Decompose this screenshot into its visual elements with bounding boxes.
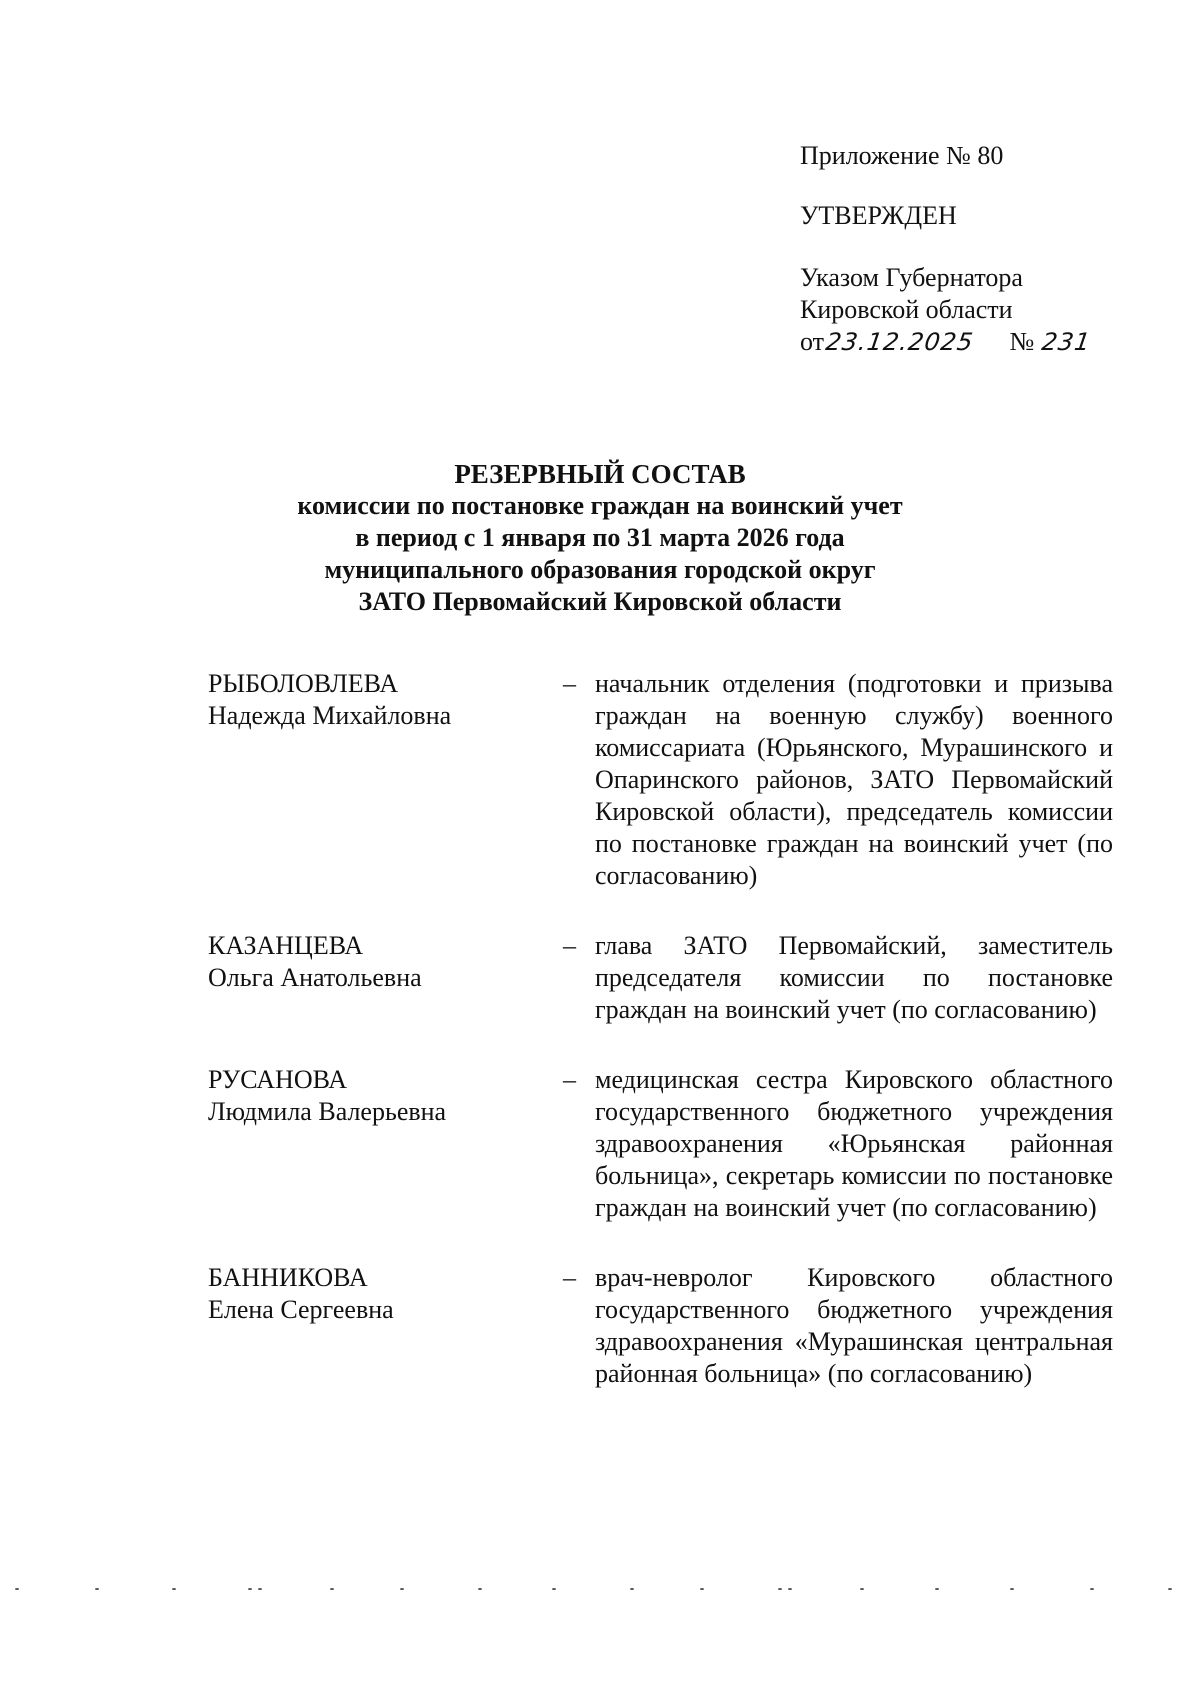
member-role: глава ЗАТО Первомайский, заместитель председателя комиссии по постановке граждан на воинский учет (по согласованию) (595, 931, 1113, 1024)
member-given-name: Людмила Валерьевна (208, 1097, 447, 1126)
scan-speck (15, 1588, 19, 1590)
scan-speck (400, 1588, 404, 1590)
appendix-label: Приложение № 80 (800, 141, 1004, 170)
member-dash: – (563, 931, 576, 960)
scan-speck (552, 1588, 556, 1590)
member-surname: КАЗАНЦЕВА (208, 931, 364, 960)
member-entry (208, 930, 1113, 1026)
scan-speck (1090, 1588, 1094, 1590)
scan-speck (700, 1588, 704, 1590)
scan-speck (248, 1588, 252, 1590)
title-line-4: муниципального образования городской округ (324, 555, 876, 584)
decree-line-2: Кировской области (800, 295, 1013, 324)
scan-artifact-dots (0, 1588, 1200, 1592)
members-list (208, 668, 1113, 1428)
member-entry (208, 1262, 1113, 1390)
scan-speck (1168, 1588, 1172, 1590)
member-given-name: Надежда Михайловна (208, 701, 452, 730)
scan-speck (95, 1588, 99, 1590)
member-given-name: Елена Сергеевна (208, 1295, 394, 1324)
handwritten-date: 23.12.2025 (824, 328, 976, 356)
title-line-2: комиссии по постановке граждан на воинский учет (297, 491, 903, 520)
approval-block (800, 140, 1094, 358)
member-given-name: Ольга Анатольевна (208, 963, 422, 992)
member-surname: РУСАНОВА (208, 1065, 348, 1094)
member-entry (208, 1064, 1113, 1224)
scan-speck (935, 1588, 939, 1590)
member-role: врач-невролог Кировского областного государственного бюджетного учреждения здравоохранения «Мурашинская центральная районная больница» (по согласованию) (595, 1263, 1113, 1388)
scan-speck (860, 1588, 864, 1590)
title-main: РЕЗЕРВНЫЙ СОСТАВ (454, 459, 746, 489)
scan-speck (630, 1588, 634, 1590)
date-prefix: от (800, 327, 825, 356)
scan-speck (788, 1588, 792, 1590)
scan-speck (1010, 1588, 1014, 1590)
member-name (208, 1262, 563, 1390)
member-name (208, 1064, 563, 1224)
title-line-5: ЗАТО Первомайский Кировской области (358, 587, 842, 616)
scan-speck (778, 1588, 782, 1590)
member-role: медицинская сестра Кировского областного государственного бюджетного учреждения здравоохранения «Юрьянская районная больница», секретарь комиссии по постановке граждан на воинский учет (по согласованию) (595, 1065, 1113, 1222)
member-name (208, 668, 563, 892)
decree-line-1: Указом Губернатора (800, 263, 1023, 292)
member-surname: БАННИКОВА (208, 1263, 368, 1292)
member-dash: – (563, 1263, 576, 1292)
member-dash: – (563, 669, 576, 698)
handwritten-number: 231 (1040, 328, 1094, 356)
title-line-3: в период с 1 января по 31 марта 2026 года (355, 523, 845, 552)
decree-date-line (800, 326, 1094, 358)
member-entry (208, 668, 1113, 892)
scan-speck (258, 1588, 262, 1590)
number-prefix: № (1009, 327, 1035, 356)
member-name (208, 930, 563, 1026)
document-title (0, 458, 1200, 618)
member-surname: РЫБОЛОВЛЕВА (208, 669, 399, 698)
scan-speck (478, 1588, 482, 1590)
member-dash: – (563, 1065, 576, 1094)
scan-speck (330, 1588, 334, 1590)
approved-label: УТВЕРЖДЕН (800, 201, 957, 230)
member-role: начальник отделения (подготовки и призыва граждан на военную службу) военного комиссариата (Юрьянского, Мурашинского и Опаринского районов, ЗАТО Первомайский Кировской области), председатель комиссии по постановке граждан на воинский учет (по согласованию) (595, 669, 1113, 890)
scan-speck (172, 1588, 176, 1590)
